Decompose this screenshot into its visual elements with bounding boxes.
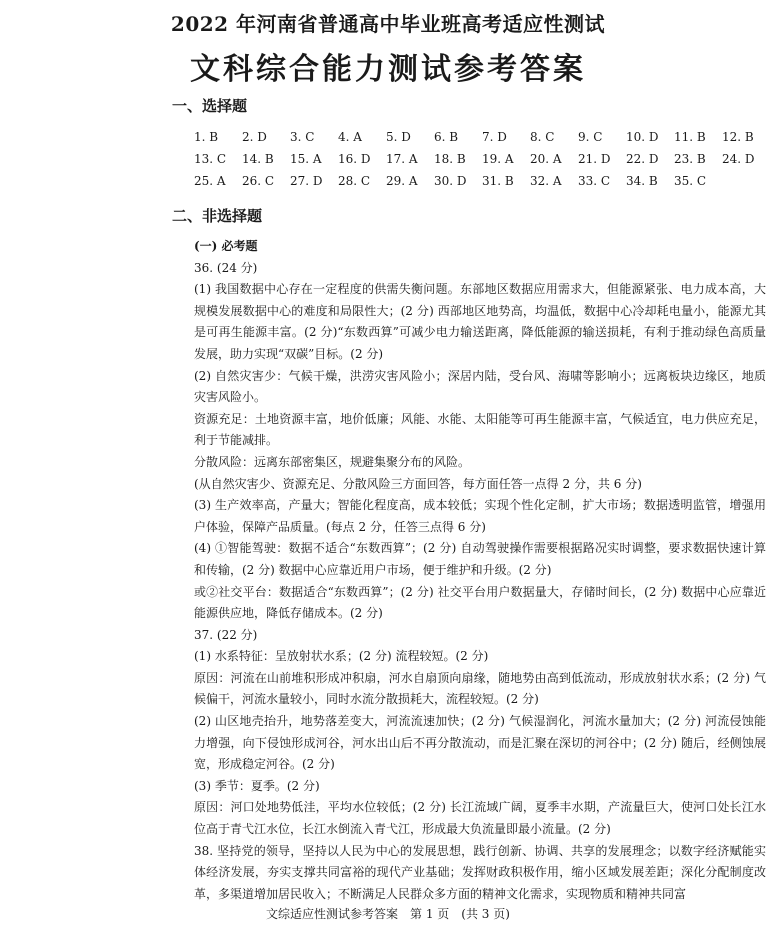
question-38-answer: 38. 坚持党的领导，坚持以人民为中心的发展思想，践行创新、协调、共享的发展理念；以数字经济赋能实体经济发展，夯实支撑共同富裕的现代产业基础；发挥财政积极作用，缩小区域发展差距；深化分配制度改革，多渠道增加居民收入；不断满足人民群众多方面的精神文化需求，实现物质和精神共同富 <box>194 843 766 901</box>
answer-cell: 30. D <box>434 174 467 188</box>
answer-cell: 24. D <box>722 152 755 166</box>
answer-paragraph: 分散风险：远离东部密集区，规避集聚分布的风险。 <box>194 454 471 469</box>
answer-cell: 4. A <box>338 130 362 144</box>
answer-cell: 5. D <box>386 130 411 144</box>
answer-cell: 20. A <box>530 152 562 166</box>
answer-cell: 29. A <box>386 174 418 188</box>
answer-cell: 13. C <box>194 152 227 166</box>
answer-cell: 27. D <box>290 174 323 188</box>
answer-cell: 14. B <box>242 152 274 166</box>
answer-row <box>194 152 766 174</box>
question-37-header: 37. (22 分) <box>194 627 258 642</box>
answer-cell: 15. A <box>290 152 322 166</box>
section-non-choice-heading: 二、非选择题 <box>172 207 263 225</box>
answer-row <box>194 174 766 196</box>
answer-cell: 1. B <box>194 130 219 144</box>
answer-cell: 26. C <box>242 174 275 188</box>
answer-paragraph: (1) 水系特征：呈放射状水系；(2 分) 流程较短。(2 分) <box>194 649 489 664</box>
question-36-header: 36. (24 分) <box>194 260 258 275</box>
answer-body <box>194 236 766 905</box>
answer-paragraph: 原因：河流在山前堆积形成冲积扇，河水自扇顶向扇缘，随地势由高到低流动，形成放射状水系；(2 分) 气候偏干，河流水量较小，同时水流分散损耗大，流程较短。(2 分) <box>194 670 766 707</box>
answer-cell: 11. B <box>674 130 706 144</box>
exam-title: 2022 年河南省普通高中毕业班高考适应性测试 <box>170 12 606 36</box>
answer-cell: 33. C <box>578 174 611 188</box>
answer-cell: 34. B <box>626 174 658 188</box>
answer-cell: 18. B <box>434 152 466 166</box>
answer-cell: 28. C <box>338 174 371 188</box>
subsection-heading: (一) 必考题 <box>194 239 258 253</box>
answer-paragraph: 或②社交平台：数据适合“东数西算”；(2 分) 社交平台用户数据量大，存储时间长，(2 分) 数据中心应靠近能源供应地，降低存储成本。(2 分) <box>194 584 766 621</box>
answer-cell: 16. D <box>338 152 371 166</box>
answer-cell: 32. A <box>530 174 562 188</box>
answer-cell: 3. C <box>290 130 315 144</box>
answer-key-title: 文科综合能力测试参考答案 <box>190 52 586 87</box>
answer-row <box>194 130 766 152</box>
answer-cell: 2. D <box>242 130 267 144</box>
answer-cell: 22. D <box>626 152 659 166</box>
answer-cell: 35. C <box>674 174 707 188</box>
answer-paragraph: 原因：河口处地势低洼，平均水位较低；(2 分) 长江流域广阔，夏季丰水期，产流量巨大，使河口处长江水位高于青弋江水位，长江水倒流入青弋江，形成最大负流量即最小流量。(2 分) <box>194 800 766 837</box>
answer-paragraph: (2) 自然灾害少：气候干燥，洪涝灾害风险小；深居内陆，受台风、海啸等影响小；远离板块边缘区，地质灾害风险小。 <box>194 368 766 405</box>
answer-paragraph: (4) ①智能驾驶：数据不适合“东数西算”；(2 分) 自动驾驶操作需要根据路况实时调整，要求数据快速计算和传输，(2 分) 数据中心应靠近用户市场，便于维护和升级。(2 分) <box>194 541 766 577</box>
answer-cell: 7. D <box>482 130 507 144</box>
section-multiple-choice-heading: 一、选择题 <box>172 97 248 115</box>
answer-cell: 23. B <box>674 152 706 166</box>
answer-cell: 17. A <box>386 152 418 166</box>
answer-paragraph: (从自然灾害少、资源充足、分散风险三方面回答，每方面任答一点得 2 分，共 6 分) <box>194 476 642 491</box>
answer-cell: 8. C <box>530 130 555 144</box>
page-footer: 文综适应性测试参考答案 第 1 页 (共 3 页) <box>266 907 510 921</box>
answer-grid <box>194 130 766 196</box>
answer-cell: 25. A <box>194 174 226 188</box>
answer-cell: 10. D <box>626 130 659 144</box>
answer-paragraph: (3) 生产效率高，产量大；智能化程度高，成本较低；实现个性化定制，扩大市场；数据透明监管，增强用户体验，保障产品质量。(每点 2 分，任答三点得 6 分) <box>194 498 766 534</box>
answer-paragraph: 资源充足：土地资源丰富，地价低廉；风能、水能、太阳能等可再生能源丰富，气候适宜，电力供应充足，利于节能减排。 <box>194 411 766 448</box>
answer-cell: 9. C <box>578 130 603 144</box>
answer-paragraph: (1) 我国数据中心存在一定程度的供需失衡问题。东部地区数据应用需求大，但能源紧张、电力成本高，大规模发展数据中心的难度和局限性大；(2 分) 西部地区地势高，均温低，数据中心冷却耗电量小，能源尤其是可再生能源丰富。(2 分)“东数西算”可减少电力输送距离，降低能源的输送损耗，有利于推动绿色高质量发展，助力实现“双碳”目标。(2 分) <box>194 282 766 361</box>
answer-paragraph: (3) 季节：夏季。(2 分) <box>194 778 320 793</box>
answer-cell: 19. A <box>482 152 514 166</box>
answer-cell: 21. D <box>578 152 611 166</box>
answer-cell: 12. B <box>722 130 754 144</box>
answer-cell: 6. B <box>434 130 459 144</box>
answer-cell: 31. B <box>482 174 514 188</box>
answer-paragraph: (2) 山区地壳抬升，地势落差变大，河流流速加快；(2 分) 气候湿润化，河流水量加大；(2 分) 河流侵蚀能力增强，向下侵蚀形成河谷，河水出山后不再分散流动，而是汇聚在深切的河谷中；(2 分) 随后，经侧蚀展宽，形成稳定河谷。(2 分) <box>194 714 766 772</box>
